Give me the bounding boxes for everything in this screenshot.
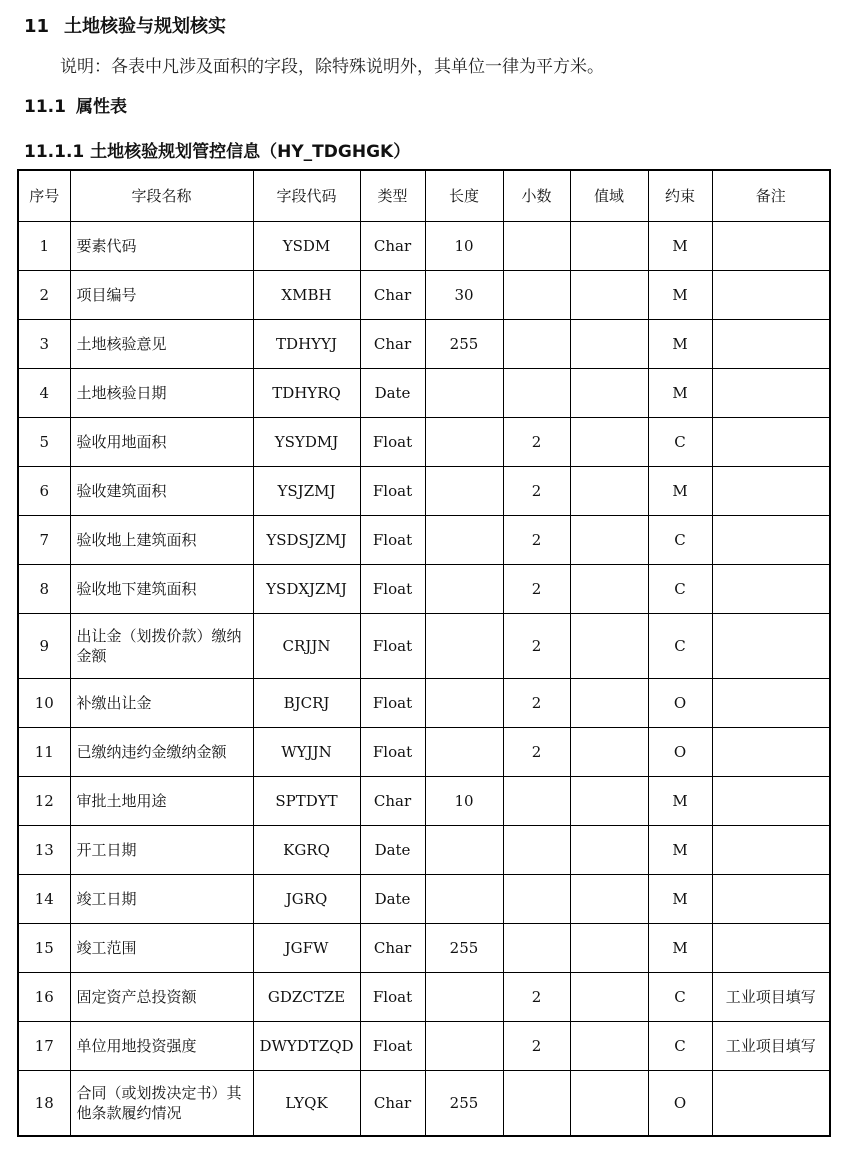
remark-cell: [712, 924, 830, 973]
domain-cell: [570, 271, 648, 320]
table-row: [18, 728, 830, 777]
constraint-cell: M: [648, 271, 712, 320]
domain-cell: [570, 973, 648, 1022]
type-cell: Date: [360, 875, 425, 924]
field-name-cell: 单位用地投资强度: [70, 1022, 253, 1071]
field-name-cell: 竣工范围: [70, 924, 253, 973]
decimal-cell: 2: [503, 614, 570, 679]
remark-cell: [712, 679, 830, 728]
decimal-cell: [503, 369, 570, 418]
seq-cell: 8: [18, 565, 70, 614]
table-row: [18, 369, 830, 418]
decimal-cell: 2: [503, 516, 570, 565]
seq-cell: 11: [18, 728, 70, 777]
constraint-cell: M: [648, 875, 712, 924]
domain-cell: [570, 320, 648, 369]
remark-cell: [712, 728, 830, 777]
field-name-cell: 补缴出让金: [70, 679, 253, 728]
table-row: [18, 271, 830, 320]
type-cell: Date: [360, 826, 425, 875]
table-row: [18, 614, 830, 679]
length-cell: 10: [425, 222, 503, 271]
seq-cell: 5: [18, 418, 70, 467]
field-code-cell: LYQK: [253, 1071, 360, 1136]
domain-cell: [570, 679, 648, 728]
decimal-cell: 2: [503, 565, 570, 614]
length-cell: [425, 973, 503, 1022]
seq-cell: 12: [18, 777, 70, 826]
domain-cell: [570, 875, 648, 924]
constraint-cell: O: [648, 1071, 712, 1136]
table-row: [18, 924, 830, 973]
type-cell: Float: [360, 679, 425, 728]
field-code-cell: SPTDYT: [253, 777, 360, 826]
field-name-cell: 土地核验意见: [70, 320, 253, 369]
table-row: [18, 777, 830, 826]
field-code-cell: JGRQ: [253, 875, 360, 924]
seq-cell: 13: [18, 826, 70, 875]
domain-cell: [570, 728, 648, 777]
domain-cell: [570, 1022, 648, 1071]
seq-cell: 4: [18, 369, 70, 418]
field-code-cell: BJCRJ: [253, 679, 360, 728]
length-cell: [425, 565, 503, 614]
field-code-cell: TDHYYJ: [253, 320, 360, 369]
field-code-cell: KGRQ: [253, 826, 360, 875]
header-cell: 小数: [503, 170, 570, 222]
type-cell: Float: [360, 565, 425, 614]
length-cell: [425, 369, 503, 418]
subsection-heading: [24, 92, 127, 117]
table-row: [18, 320, 830, 369]
seq-cell: 2: [18, 271, 70, 320]
constraint-cell: M: [648, 826, 712, 875]
seq-cell: 18: [18, 1071, 70, 1136]
constraint-cell: C: [648, 418, 712, 467]
remark-cell: [712, 1071, 830, 1136]
remark-cell: [712, 271, 830, 320]
constraint-cell: M: [648, 369, 712, 418]
table-row: [18, 1071, 830, 1136]
length-cell: 10: [425, 777, 503, 826]
seq-cell: 17: [18, 1022, 70, 1071]
table-row: [18, 418, 830, 467]
header-cell: 类型: [360, 170, 425, 222]
remark-cell: [712, 418, 830, 467]
decimal-cell: [503, 222, 570, 271]
field-code-cell: YSDSJZMJ: [253, 516, 360, 565]
constraint-cell: C: [648, 973, 712, 1022]
length-cell: [425, 1022, 503, 1071]
field-name-cell: 项目编号: [70, 271, 253, 320]
header-cell: 字段名称: [70, 170, 253, 222]
field-name-cell: 审批土地用途: [70, 777, 253, 826]
remark-cell: 工业项目填写: [712, 973, 830, 1022]
table-row: [18, 222, 830, 271]
table-row: [18, 516, 830, 565]
type-cell: Float: [360, 418, 425, 467]
field-name-cell: 要素代码: [70, 222, 253, 271]
table-row: [18, 467, 830, 516]
remark-cell: [712, 565, 830, 614]
decimal-cell: 2: [503, 467, 570, 516]
length-cell: [425, 516, 503, 565]
remark-cell: [712, 777, 830, 826]
domain-cell: [570, 826, 648, 875]
field-code-cell: WYJJN: [253, 728, 360, 777]
table-row: [18, 565, 830, 614]
type-cell: Char: [360, 1071, 425, 1136]
field-code-cell: TDHYRQ: [253, 369, 360, 418]
field-name-cell: 固定资产总投资额: [70, 973, 253, 1022]
field-name-cell: 土地核验日期: [70, 369, 253, 418]
seq-cell: 10: [18, 679, 70, 728]
length-cell: 255: [425, 1071, 503, 1136]
section-heading: [24, 12, 226, 38]
constraint-cell: C: [648, 516, 712, 565]
domain-cell: [570, 777, 648, 826]
type-cell: Date: [360, 369, 425, 418]
constraint-cell: M: [648, 320, 712, 369]
field-name-cell: 验收地上建筑面积: [70, 516, 253, 565]
decimal-cell: [503, 924, 570, 973]
seq-cell: 9: [18, 614, 70, 679]
remark-cell: [712, 516, 830, 565]
length-cell: [425, 614, 503, 679]
field-code-cell: DWYDTZQD: [253, 1022, 360, 1071]
type-cell: Float: [360, 973, 425, 1022]
field-code-cell: XMBH: [253, 271, 360, 320]
decimal-cell: [503, 320, 570, 369]
field-name-cell: 验收建筑面积: [70, 467, 253, 516]
length-cell: 30: [425, 271, 503, 320]
field-name-cell: 出让金（划拨价款）缴纳金额: [70, 614, 253, 679]
subsection-title: 属性表: [76, 97, 127, 117]
length-cell: [425, 875, 503, 924]
field-name-cell: 验收用地面积: [70, 418, 253, 467]
type-cell: Char: [360, 777, 425, 826]
table-row: [18, 875, 830, 924]
length-cell: [425, 418, 503, 467]
subsection-number: 11.1: [24, 97, 66, 117]
remark-cell: [712, 320, 830, 369]
field-name-cell: 验收地下建筑面积: [70, 565, 253, 614]
remark-cell: 工业项目填写: [712, 1022, 830, 1071]
domain-cell: [570, 614, 648, 679]
decimal-cell: [503, 271, 570, 320]
length-cell: 255: [425, 320, 503, 369]
constraint-cell: M: [648, 467, 712, 516]
header-cell: 长度: [425, 170, 503, 222]
header-cell: 字段代码: [253, 170, 360, 222]
field-name-cell: 合同（或划拨决定书）其他条款履约情况: [70, 1071, 253, 1136]
remark-cell: [712, 614, 830, 679]
header-cell: 约束: [648, 170, 712, 222]
remark-cell: [712, 875, 830, 924]
constraint-cell: M: [648, 222, 712, 271]
decimal-cell: 2: [503, 1022, 570, 1071]
field-code-cell: JGFW: [253, 924, 360, 973]
domain-cell: [570, 924, 648, 973]
constraint-cell: O: [648, 679, 712, 728]
domain-cell: [570, 565, 648, 614]
constraint-cell: C: [648, 1022, 712, 1071]
field-code-cell: YSYDMJ: [253, 418, 360, 467]
field-code-cell: YSDXJZMJ: [253, 565, 360, 614]
decimal-cell: 2: [503, 973, 570, 1022]
field-name-cell: 竣工日期: [70, 875, 253, 924]
seq-cell: 7: [18, 516, 70, 565]
remark-cell: [712, 222, 830, 271]
decimal-cell: 2: [503, 679, 570, 728]
field-code-cell: CRJJN: [253, 614, 360, 679]
constraint-cell: C: [648, 565, 712, 614]
decimal-cell: [503, 875, 570, 924]
header-cell: 序号: [18, 170, 70, 222]
section-number: 11: [24, 16, 50, 37]
decimal-cell: [503, 777, 570, 826]
seq-cell: 1: [18, 222, 70, 271]
type-cell: Float: [360, 467, 425, 516]
constraint-cell: M: [648, 777, 712, 826]
type-cell: Float: [360, 1022, 425, 1071]
header-cell: 备注: [712, 170, 830, 222]
decimal-cell: 2: [503, 418, 570, 467]
table-row: [18, 1022, 830, 1071]
type-cell: Char: [360, 320, 425, 369]
seq-cell: 14: [18, 875, 70, 924]
type-cell: Char: [360, 924, 425, 973]
length-cell: [425, 467, 503, 516]
remark-cell: [712, 467, 830, 516]
domain-cell: [570, 516, 648, 565]
decimal-cell: [503, 1071, 570, 1136]
field-code-cell: YSDM: [253, 222, 360, 271]
type-cell: Float: [360, 614, 425, 679]
field-name-cell: 已缴纳违约金缴纳金额: [70, 728, 253, 777]
decimal-cell: 2: [503, 728, 570, 777]
table-row: [18, 973, 830, 1022]
domain-cell: [570, 418, 648, 467]
seq-cell: 15: [18, 924, 70, 973]
domain-cell: [570, 1071, 648, 1136]
header-cell: 值域: [570, 170, 648, 222]
type-cell: Char: [360, 271, 425, 320]
length-cell: [425, 728, 503, 777]
seq-cell: 6: [18, 467, 70, 516]
type-cell: Float: [360, 516, 425, 565]
section-title: 土地核验与规划核实: [64, 16, 226, 37]
field-code-cell: YSJZMJ: [253, 467, 360, 516]
table-row: [18, 826, 830, 875]
units-note: 说明：各表中凡涉及面积的字段，除特殊说明外，其单位一律为平方米。: [60, 57, 604, 77]
table-row: [18, 679, 830, 728]
type-cell: Char: [360, 222, 425, 271]
type-cell: Float: [360, 728, 425, 777]
field-code-cell: GDZCTZE: [253, 973, 360, 1022]
table-heading: 11.1.1 土地核验规划管控信息（HY_TDGHGK）: [24, 142, 411, 162]
length-cell: 255: [425, 924, 503, 973]
constraint-cell: M: [648, 924, 712, 973]
length-cell: [425, 679, 503, 728]
decimal-cell: [503, 826, 570, 875]
remark-cell: [712, 369, 830, 418]
constraint-cell: C: [648, 614, 712, 679]
field-name-cell: 开工日期: [70, 826, 253, 875]
seq-cell: 16: [18, 973, 70, 1022]
domain-cell: [570, 369, 648, 418]
table-header-row: [18, 170, 830, 222]
remark-cell: [712, 826, 830, 875]
domain-cell: [570, 222, 648, 271]
constraint-cell: O: [648, 728, 712, 777]
attribute-table: [17, 169, 831, 1137]
seq-cell: 3: [18, 320, 70, 369]
domain-cell: [570, 467, 648, 516]
length-cell: [425, 826, 503, 875]
